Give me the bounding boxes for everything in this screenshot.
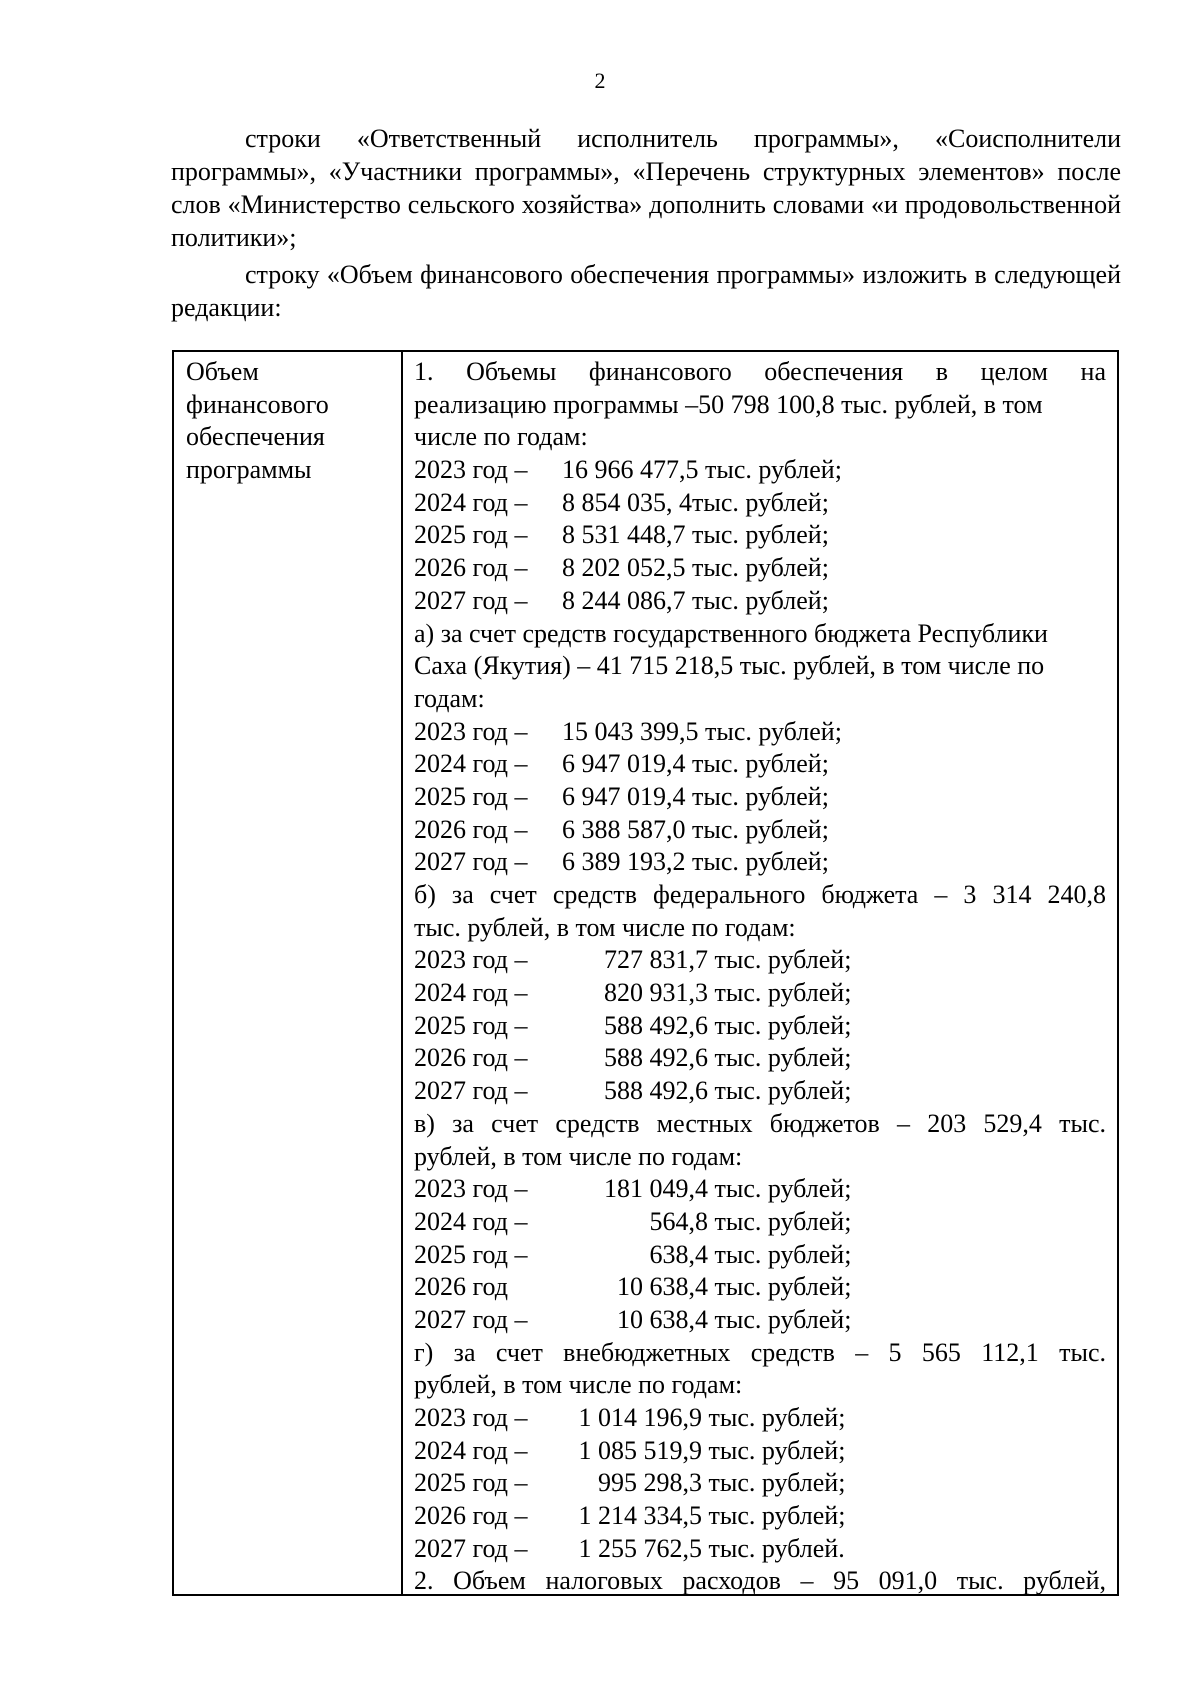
- year-unit: тыс. рублей;: [705, 455, 842, 485]
- total-line: 1. Объемы финансового обеспечения в целом на: [414, 357, 1106, 386]
- year-row: [414, 814, 1106, 847]
- year-row: [414, 454, 1106, 487]
- year-row: [414, 1533, 1106, 1566]
- year-amount: 8 244 086,7: [562, 585, 686, 615]
- year-row: [414, 1402, 1106, 1435]
- local-budget-line: в) за счет средств местных бюджетов – 203 529,4 тыс.: [414, 1108, 1106, 1138]
- year-unit: тыс. рублей;: [714, 1206, 852, 1236]
- year-unit: тыс. рублей;: [692, 749, 829, 779]
- state-budget-line: годам:: [414, 683, 485, 713]
- year-label: 2025 год –: [414, 781, 528, 811]
- year-label: 2025 год –: [414, 520, 528, 550]
- year-unit: тыс. рублей;: [708, 1435, 846, 1465]
- state-budget-line: Саха (Якутия) – 41 715 218,5 тыс. рублей, в том числе по: [414, 651, 1045, 681]
- year-row: [414, 1239, 1106, 1272]
- year-amount: 8 531 448,7: [562, 520, 686, 550]
- year-amount: 181 049,4: [604, 1174, 708, 1204]
- year-unit: тыс. рублей;: [714, 1174, 852, 1204]
- year-row: [414, 1304, 1106, 1337]
- year-amount: 638,4: [649, 1239, 708, 1269]
- column-divider: [401, 352, 403, 1594]
- year-label: 2023 год –: [414, 455, 528, 485]
- year-amount: 1 014 196,9: [578, 1403, 702, 1432]
- year-label: 2024 год –: [414, 749, 528, 779]
- year-unit: тыс. рублей;: [714, 1043, 852, 1073]
- year-amount: 16 966 477,5: [562, 455, 699, 485]
- year-label: 2027 год –: [414, 1533, 528, 1563]
- extrabudgetary-line: рублей, в том числе по годам:: [414, 1370, 743, 1400]
- year-amount: 995 298,3: [598, 1468, 702, 1498]
- year-label: 2026 год –: [414, 1043, 528, 1073]
- year-unit: тыс. рублей;: [708, 1403, 846, 1432]
- year-amount: 1 255 762,5: [578, 1533, 702, 1563]
- year-amount: 6 947 019,4: [562, 749, 686, 779]
- year-label: 2024 год –: [414, 1435, 528, 1465]
- row-label-cell: [186, 356, 396, 487]
- year-row: [414, 1075, 1106, 1108]
- year-label: 2027 год –: [414, 1304, 528, 1334]
- row-label-line: обеспечения: [186, 422, 325, 452]
- year-amount: 10 638,4: [617, 1272, 708, 1302]
- year-unit: тыс. рублей;: [692, 847, 829, 877]
- year-unit: тыс. рублей;: [714, 978, 852, 1008]
- year-unit: тыс. рублей;: [708, 1501, 846, 1531]
- year-amount: 6 947 019,4: [562, 781, 686, 811]
- year-unit: тыс. рублей;: [692, 781, 829, 811]
- year-row: [414, 519, 1106, 552]
- year-label: 2023 год –: [414, 1403, 528, 1432]
- year-row: [414, 585, 1106, 618]
- year-label: 2023 год –: [414, 945, 528, 975]
- year-amount: 8 854 035, 4: [562, 487, 692, 517]
- year-unit: тыс. рублей;: [714, 1010, 852, 1040]
- year-row: [414, 1206, 1106, 1239]
- year-label: 2024 год –: [414, 978, 528, 1008]
- year-row: [414, 1435, 1106, 1468]
- year-amount: 8 202 052,5: [562, 553, 686, 583]
- year-amount: 727 831,7: [604, 945, 708, 975]
- tax-expenditures-line: 2. Объем налоговых расходов – 95 091,0 тыс. рублей,: [414, 1566, 1106, 1596]
- year-label: 2023 год –: [414, 716, 528, 746]
- year-unit: тыс. рублей;: [692, 585, 829, 615]
- year-unit: тыс. рублей.: [708, 1533, 845, 1563]
- year-amount: 15 043 399,5: [562, 716, 699, 746]
- year-label: 2024 год –: [414, 487, 528, 517]
- state-budget-line: а) за счет средств государственного бюджета Республики: [414, 618, 1048, 648]
- year-label: 2025 год –: [414, 1010, 528, 1040]
- extrabudgetary-line: г) за счет внебюджетных средств – 5 565 112,1 тыс.: [414, 1337, 1106, 1367]
- year-amount: 588 492,6: [604, 1043, 708, 1073]
- year-amount: 564,8: [649, 1206, 708, 1236]
- year-row: [414, 846, 1106, 879]
- year-unit: тыс. рублей;: [708, 1468, 846, 1498]
- year-unit: тыс. рублей;: [714, 1239, 852, 1269]
- year-row: [414, 1173, 1106, 1206]
- year-label: 2025 год –: [414, 1239, 528, 1269]
- year-row: [414, 1500, 1106, 1533]
- federal-budget-line: тыс. рублей, в том числе по годам:: [414, 912, 796, 942]
- total-line: числе по годам:: [414, 422, 588, 452]
- year-row: [414, 977, 1106, 1010]
- year-label: 2027 год –: [414, 1076, 528, 1106]
- year-label: 2026 год –: [414, 814, 528, 844]
- year-row: [414, 487, 1106, 520]
- local-budget-line: рублей, в том числе по годам:: [414, 1141, 743, 1171]
- year-unit: тыс. рублей;: [692, 487, 829, 517]
- year-unit: тыс. рублей;: [714, 945, 852, 975]
- year-label: 2024 год –: [414, 1206, 528, 1236]
- year-unit: тыс. рублей;: [692, 520, 829, 550]
- year-label: 2026 год –: [414, 553, 528, 583]
- year-label: 2025 год –: [414, 1468, 528, 1498]
- year-unit: тыс. рублей;: [714, 1304, 852, 1334]
- year-label: 2026 год: [414, 1272, 508, 1302]
- year-amount: 588 492,6: [604, 1076, 708, 1106]
- row-label-line: Объем: [186, 357, 259, 386]
- year-amount: 6 388 587,0: [562, 814, 686, 844]
- year-amount: 10 638,4: [617, 1304, 708, 1334]
- year-amount: 6 389 193,2: [562, 847, 686, 877]
- year-row: [414, 781, 1106, 814]
- year-row: [414, 1042, 1106, 1075]
- year-unit: тыс. рублей;: [705, 716, 842, 746]
- year-label: 2027 год –: [414, 847, 528, 877]
- year-unit: тыс. рублей;: [692, 553, 829, 583]
- federal-budget-line: б) за счет средств федерального бюджета – 3 314 240,8: [414, 880, 1106, 909]
- year-label: 2026 год –: [414, 1501, 528, 1531]
- page-number: 2: [594, 68, 606, 93]
- financing-table: [172, 350, 1119, 1596]
- year-label: 2027 год –: [414, 585, 528, 615]
- year-amount: 1 085 519,9: [578, 1435, 702, 1465]
- year-label: 2023 год –: [414, 1174, 528, 1204]
- year-unit: тыс. рублей;: [714, 1272, 852, 1302]
- year-amount: 1 214 334,5: [578, 1501, 702, 1531]
- total-line: реализацию программы –50 798 100,8 тыс. рублей, в том: [414, 389, 1043, 419]
- year-row: [414, 716, 1106, 749]
- row-label-line: программы: [186, 455, 312, 485]
- year-row: [414, 748, 1106, 781]
- intro-paragraph-1: строки «Ответственный исполнитель программы», «Соисполнители программы», «Участники программы», «Перечень структурных элементов» после слов «Министерство сельского хозяйства» дополнить словами «и продовольственной политики»;: [171, 124, 1121, 252]
- year-unit: тыс. рублей;: [692, 814, 829, 844]
- year-row: [414, 1271, 1106, 1304]
- row-label-line: финансового: [186, 389, 329, 419]
- intro-text: [171, 122, 1121, 324]
- year-row: [414, 1010, 1106, 1043]
- intro-paragraph-2: строку «Объем финансового обеспечения программы» изложить в следующей редакции:: [171, 260, 1121, 322]
- year-row: [414, 1467, 1106, 1500]
- year-row: [414, 552, 1106, 585]
- year-amount: 820 931,3: [604, 978, 708, 1008]
- year-unit: тыс. рублей;: [714, 1076, 852, 1106]
- row-content-cell: [414, 356, 1106, 1598]
- year-amount: 588 492,6: [604, 1010, 708, 1040]
- year-row: [414, 944, 1106, 977]
